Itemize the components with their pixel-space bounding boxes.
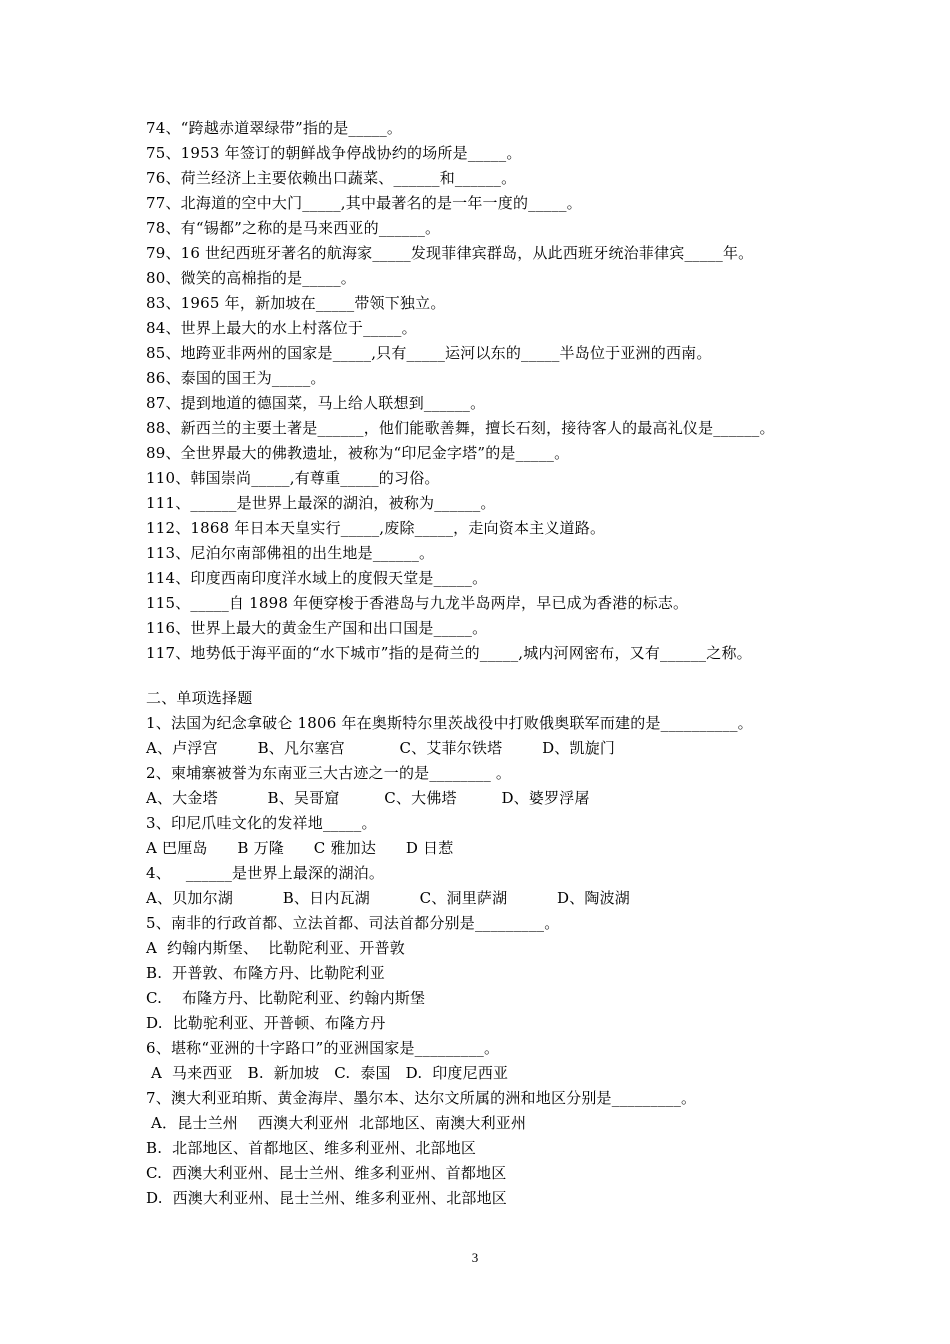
multiple-choice-questions [146,711,926,1211]
choice-line: C. 西澳大利亚州、昆士兰州、维多利亚州、首都地区 [146,1164,507,1182]
question-line: 116、世界上最大的黄金生产国和出口国是_____。 [146,619,488,637]
section-gap [146,666,926,686]
question-line: 84、世界上最大的水上村落位于_____。 [146,319,417,337]
choice-line: D. 西澳大利亚州、昆士兰州、维多利亚州、北部地区 [146,1189,507,1207]
choice-line: 4、 ______是世界上最深的湖泊。 [146,864,385,882]
choice-line: 3、印尼爪哇文化的发祥地_____。 [146,814,377,832]
question-line: 112、1868 年日本天皇实行_____,废除_____，走向资本主义道路。 [146,519,606,537]
page-content [146,116,926,1211]
question-line: 89、全世界最大的佛教遗址，被称为“印尼金字塔”的是_____。 [146,444,570,462]
question-line: 78、有“锡都”之称的是马来西亚的______。 [146,219,441,237]
choice-line: 7、澳大利亚珀斯、黄金海岸、墨尔本、达尔文所属的洲和地区分别是_________。 [146,1089,697,1107]
choice-line: A、卢浮宫 B、凡尔塞宫 C、艾菲尔铁塔 D、凯旋门 [146,739,616,757]
choice-line: A、贝加尔湖 B、日内瓦湖 C、洞里萨湖 D、陶波湖 [146,889,631,907]
choice-line: 6、堪称“亚洲的十字路口”的亚洲国家是_________。 [146,1039,500,1057]
page-number: 3 [471,1250,479,1265]
choice-line: C. 布隆方丹、比勒陀利亚、约翰内斯堡 [146,989,426,1007]
question-line: 76、荷兰经济上主要依赖出口蔬菜、______和______。 [146,169,517,187]
choice-line: 5、南非的行政首都、立法首都、司法首都分别是_________。 [146,914,560,932]
question-line: 86、泰国的国王为_____。 [146,369,326,387]
fill-in-questions [146,116,926,666]
choice-line: A、大金塔 B、吴哥窟 C、大佛塔 D、婆罗浮屠 [146,789,590,807]
choice-line: 2、柬埔寨被誉为东南亚三大古迹之一的是________ 。 [146,764,512,782]
question-line: 83、1965 年，新加坡在_____带领下独立。 [146,294,446,312]
choice-line: 1、法国为纪念拿破仑 1806 年在奥斯特尔里茨战役中打败俄奥联军而建的是__________。 [146,714,753,732]
choice-line: A 巴厘岛 B 万隆 C 雅加达 D 日惹 [146,839,454,857]
question-line: 110、韩国崇尚_____,有尊重_____的习俗。 [146,469,440,487]
question-line: 115、_____自 1898 年便穿梭于香港岛与九龙半岛两岸，早已成为香港的标志。 [146,594,689,612]
question-line: 111、______是世界上最深的湖泊，被称为______。 [146,494,496,512]
question-line: 79、16 世纪西班牙著名的航海家_____发现菲律宾群岛，从此西班牙统治菲律宾_____年。 [146,244,754,262]
choice-line: B. 开普敦、布隆方丹、比勒陀利亚 [146,964,385,982]
question-line: 85、地跨亚非两州的国家是_____,只有_____运河以东的_____半岛位于亚洲的西南。 [146,344,712,362]
choice-line: A 马来西亚 B. 新加坡 C. 泰国 D. 印度尼西亚 [146,1064,509,1082]
question-line: 77、北海道的空中大门_____,其中最著名的是一年一度的_____。 [146,194,582,212]
question-line: 80、微笑的高棉指的是_____。 [146,269,356,287]
question-line: 114、印度西南印度洋水域上的度假天堂是_____。 [146,569,488,587]
question-line: 87、提到地道的德国菜，马上给人联想到______。 [146,394,486,412]
question-line: 113、尼泊尔南部佛祖的出生地是______。 [146,544,435,562]
question-line: 88、新西兰的主要土著是______，他们能歌善舞，擅长石刻，接待客人的最高礼仪是______。 [146,419,775,437]
question-line: 117、地势低于海平面的“水下城市”指的是荷兰的_____,城内河网密布，又有______之称。 [146,644,752,662]
choice-line: A．昆士兰州 西澳大利亚州 北部地区、南澳大利亚州 [146,1114,527,1132]
choice-line: B. 北部地区、首都地区、维多利亚州、北部地区 [146,1139,477,1157]
choice-line: D. 比勒驼利亚、开普顿、布隆方丹 [146,1014,386,1032]
question-line: 74、“跨越赤道翠绿带”指的是_____。 [146,119,403,137]
question-line: 75、1953 年签订的朝鲜战争停战协约的场所是_____。 [146,144,522,162]
section-title: 二、单项选择题 [146,689,253,707]
choice-line: A 约翰内斯堡、 比勒陀利亚、开普敦 [146,939,405,957]
